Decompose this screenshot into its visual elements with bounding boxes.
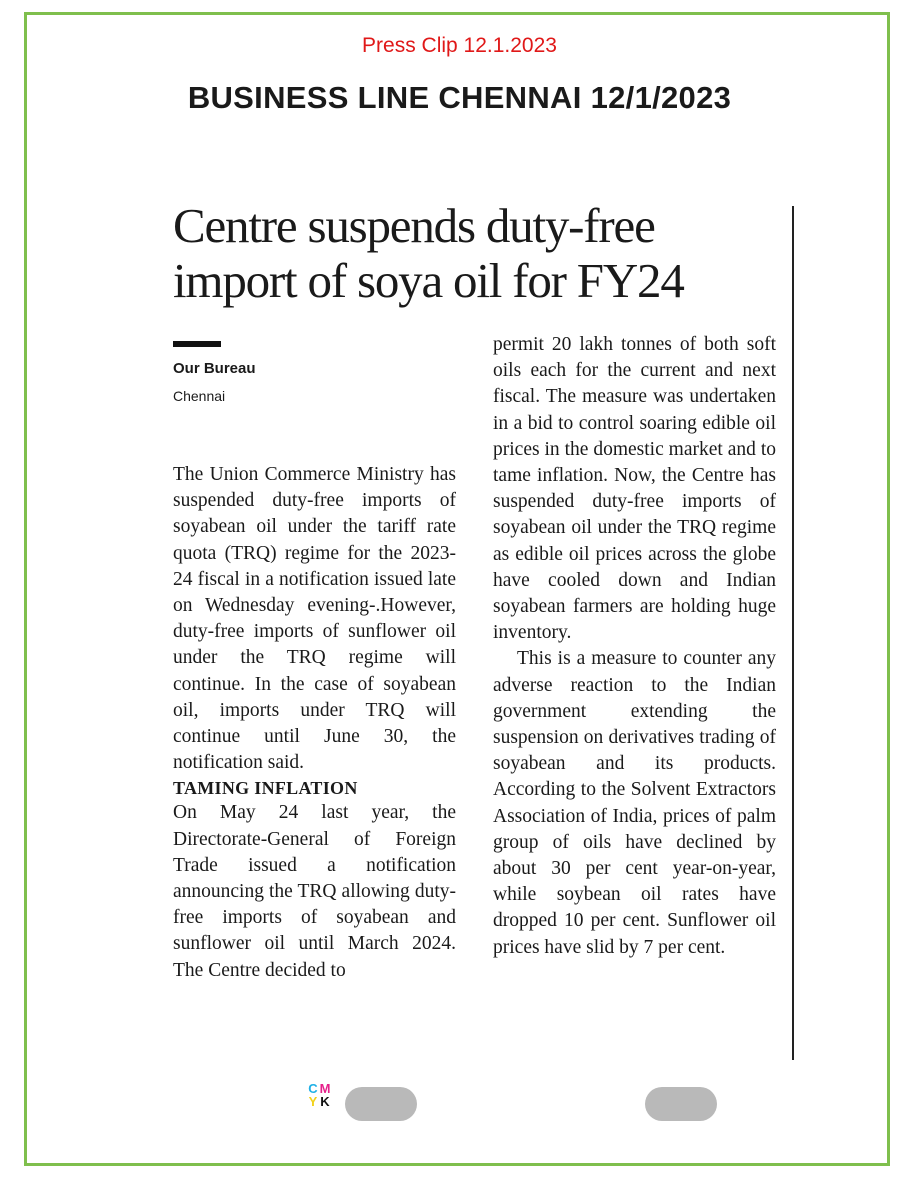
- headline-line-2: import of soya oil for FY24: [173, 253, 684, 308]
- cmyk-registration-mark: [307, 1082, 337, 1108]
- print-mark-left: [345, 1087, 417, 1121]
- column-rule: [792, 206, 794, 1060]
- article-paragraph-2: On May 24 last year, the Directorate-General of Foreign Trade issued a notification announcing the TRQ allowing duty-free imports of soyabean and sunflower oil until March 2024. The Centre decided to: [173, 802, 456, 981]
- byline-bar: [173, 341, 221, 347]
- publication-title: BUSINESS LINE CHENNAI 12/1/2023: [187, 80, 732, 115]
- article-paragraph-1: The Union Commerce Ministry has suspended duty-free imports of soyabean oil under the tariff rate quota (TRQ) regime for the 2023-24 fiscal in a notification issued late on Wednesday evening-.However, duty-free imports of sunflower oil under the TRQ regime will continue. In the case of soyabean oil, imports under TRQ will continue until June 30, the notification said.: [173, 464, 456, 774]
- article-column-right: [493, 332, 776, 961]
- cmyk-c: C: [308, 1081, 318, 1096]
- article-paragraph-2-continued: permit 20 lakh tonnes of both soft oils each for the current and next fiscal. The measure was undertaken in a bid to control soaring edible oil prices in the domestic market and to tame inflation. Now, the Centre has suspended duty-free imports of soyabean oil under the TRQ regime as edible oil prices across the globe have cooled down and Indian soyabean farmers are holding huge inventory.: [493, 334, 776, 644]
- print-mark-right: [645, 1087, 717, 1121]
- article-subhead: TAMING INFLATION: [173, 778, 358, 799]
- press-clip-label: Press Clip 12.1.2023: [362, 34, 557, 57]
- cmyk-y: Y: [308, 1094, 318, 1109]
- article-headline: [173, 198, 783, 308]
- byline: Our Bureau: [173, 360, 256, 377]
- article-paragraph-3: This is a measure to counter any adverse reaction to the Indian government extending the suspension on derivatives trading of soyabean and its products. According to the Solvent Extractors Association of India, prices of palm group of oils have declined by about 30 per cent year-on-year, while soybean oil rates have dropped 10 per cent. Sunflower oil prices have slid by 7 per cent.: [493, 648, 776, 958]
- dateline: Chennai: [173, 388, 226, 404]
- headline-line-1: Centre suspends duty-free: [173, 198, 655, 253]
- cmyk-m: M: [319, 1081, 331, 1096]
- article-column-left: [173, 462, 456, 984]
- cmyk-k: K: [320, 1094, 330, 1109]
